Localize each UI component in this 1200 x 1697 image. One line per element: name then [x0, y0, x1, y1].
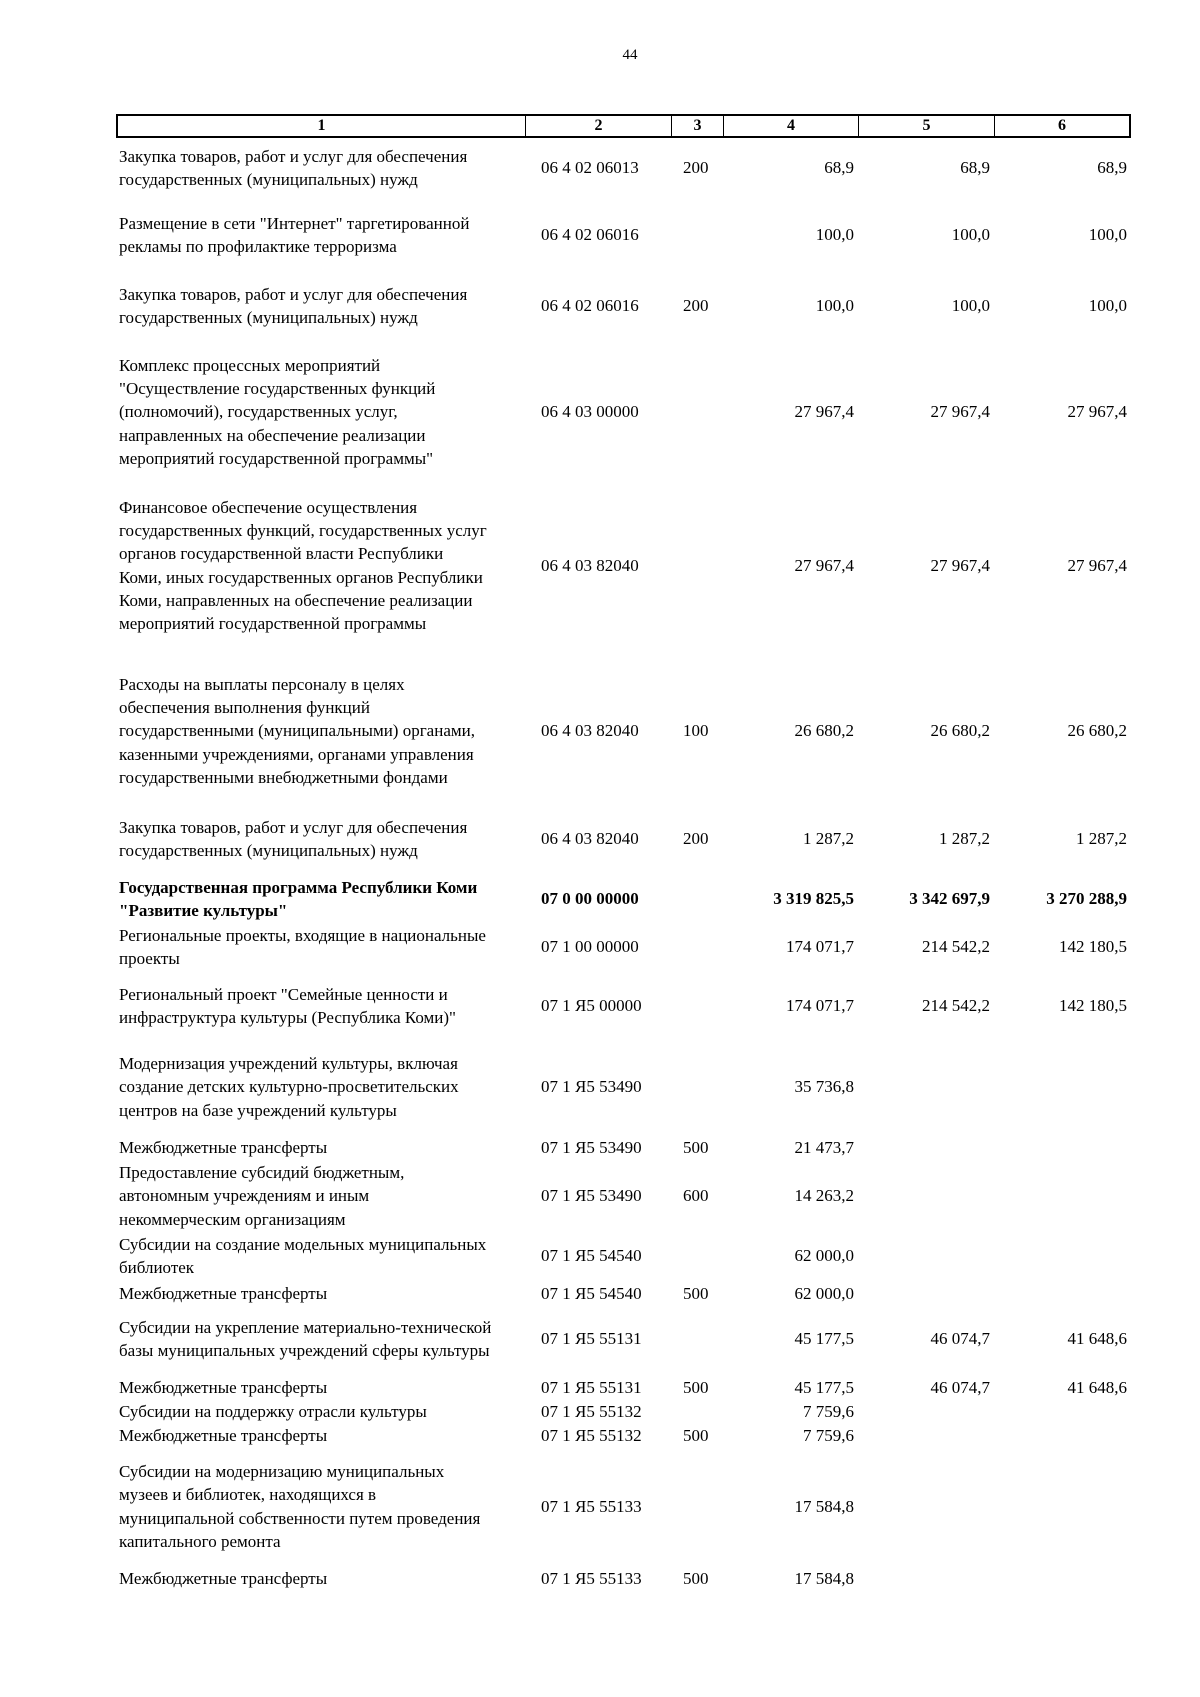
row-value-col6 [1000, 1460, 1127, 1553]
table-row [0, 354, 1200, 470]
row-value-col6: 1 287,2 [1076, 829, 1127, 849]
row-name: Региональные проекты, входящие в национальные проекты [119, 925, 486, 968]
row-code: 07 0 00 00000 [541, 889, 639, 909]
row-value-col6 [1000, 1052, 1127, 1122]
row-value-col4: 100,0 [815, 225, 854, 245]
row-value-col6: 41 648,6 [1067, 1329, 1127, 1349]
table-row [0, 876, 1200, 922]
row-value-col4: 62 000,0 [794, 1284, 854, 1304]
table-row [0, 1282, 1200, 1306]
table-row [0, 1052, 1200, 1122]
table-row [0, 816, 1200, 862]
row-code: 07 1 Я5 54540 [541, 1246, 642, 1266]
row-value-col5 [860, 1161, 990, 1231]
row-expense-type: 100 [683, 721, 709, 741]
row-code: 06 4 02 06016 [541, 225, 639, 245]
row-code: 07 1 Я5 55131 [541, 1329, 642, 1349]
row-name: Межбюджетные трансферты [119, 1569, 328, 1589]
row-name: Закупка товаров, работ и услуг для обеспечения государственных (муниципальных) нужд [119, 146, 468, 189]
row-name: Комплекс процессных мероприятий "Осуществление государственных функций (полномочий), государственных услуг, направленных на обеспечение реализации мероприятий государственной программы" [119, 356, 436, 468]
row-name: Предоставление субсидий бюджетным, автономным учреждениям и иным некоммерческим организациям [119, 1163, 405, 1229]
table-row [0, 1161, 1200, 1231]
row-expense-type [683, 1052, 723, 1122]
table-row [0, 1460, 1200, 1553]
column-header-6: 6 [1058, 117, 1066, 134]
row-name: Межбюджетные трансферты [119, 1426, 328, 1446]
row-code: 07 1 00 00000 [541, 937, 639, 957]
row-value-col4: 174 071,7 [786, 937, 854, 957]
row-name: Региональный проект "Семейные ценности и инфраструктура культуры (Республика Коми)" [119, 984, 456, 1027]
row-code: 07 1 Я5 53490 [541, 1138, 642, 1158]
row-value-col6: 41 648,6 [1067, 1378, 1127, 1398]
row-value-col6 [1000, 1161, 1127, 1231]
row-name: Межбюджетные трансферты [119, 1138, 328, 1158]
table-row [0, 924, 1200, 970]
row-code: 07 1 Я5 00000 [541, 996, 642, 1016]
row-code: 07 1 Я5 54540 [541, 1284, 642, 1304]
row-name: Субсидии на укрепление материально-технической базы муниципальных учреждений сферы культуры [119, 1317, 492, 1360]
row-name: Межбюджетные трансферты [119, 1378, 328, 1398]
row-value-col4: 7 759,6 [803, 1426, 854, 1446]
row-value-col6: 3 270 288,9 [1046, 889, 1127, 909]
row-name: Финансовое обеспечение осуществления государственных функций, государственных услуг органов государственной власти Республики Коми, иных государственных органов Республики Коми, направленных на обеспечение реализации мероприятий государственной программы [119, 497, 487, 633]
row-value-col6 [1000, 1136, 1127, 1160]
row-name: Межбюджетные трансферты [119, 1284, 328, 1304]
table-row [0, 1400, 1200, 1424]
row-value-col4: 17 584,8 [794, 1569, 854, 1589]
row-expense-type: 200 [683, 158, 709, 178]
row-expense-type: 500 [683, 1378, 709, 1398]
row-value-col5: 100,0 [951, 225, 990, 245]
table-row [0, 283, 1200, 329]
row-value-col5: 27 967,4 [930, 402, 990, 422]
row-name: Расходы на выплаты персоналу в целях обеспечения выполнения функций государственными (муниципальными) органами, казенными учреждениями, органами управления государственными внебюджетными фондами [119, 675, 475, 787]
column-header-5: 5 [859, 116, 995, 136]
row-value-col5 [860, 1400, 990, 1424]
row-value-col6: 142 180,5 [1059, 996, 1127, 1016]
row-expense-type: 600 [683, 1186, 709, 1206]
row-code: 07 1 Я5 53490 [541, 1186, 642, 1206]
row-value-col4: 100,0 [815, 296, 854, 316]
row-value-col6: 27 967,4 [1067, 402, 1127, 422]
row-code: 06 4 03 82040 [541, 555, 639, 575]
row-value-col4: 35 736,8 [794, 1077, 854, 1097]
column-header-4: 4 [724, 116, 859, 136]
row-value-col6: 26 680,2 [1067, 721, 1127, 741]
row-expense-type [683, 212, 723, 258]
row-name: Размещение в сети "Интернет" таргетированной рекламы по профилактике терроризма [119, 213, 470, 256]
row-value-col6 [1000, 1282, 1127, 1306]
row-code: 06 4 02 06016 [541, 296, 639, 316]
table-row [0, 496, 1200, 635]
row-expense-type: 200 [683, 296, 709, 316]
row-value-col6 [1000, 1567, 1127, 1591]
row-value-col4: 27 967,4 [794, 555, 854, 575]
row-code: 07 1 Я5 55133 [541, 1569, 642, 1589]
row-value-col5: 3 342 697,9 [909, 889, 990, 909]
row-name: Модернизация учреждений культуры, включая создание детских культурно-просветительских центров на базе учреждений культуры [119, 1054, 459, 1120]
row-value-col4: 17 584,8 [794, 1496, 854, 1516]
row-expense-type [683, 876, 723, 922]
row-expense-type [683, 496, 723, 635]
row-name: Субсидии на поддержку отрасли культуры [119, 1402, 427, 1422]
row-value-col5 [860, 1460, 990, 1553]
table-row [0, 673, 1200, 789]
row-value-col6: 142 180,5 [1059, 937, 1127, 957]
table-row [0, 1136, 1200, 1160]
row-value-col5: 27 967,4 [930, 555, 990, 575]
row-expense-type [683, 1400, 723, 1424]
row-code: 07 1 Я5 55132 [541, 1426, 642, 1446]
row-value-col4: 1 287,2 [803, 829, 854, 849]
row-expense-type [683, 354, 723, 470]
table-row [0, 1376, 1200, 1400]
row-value-col5: 68,9 [960, 158, 990, 178]
row-code: 07 1 Я5 53490 [541, 1077, 642, 1097]
row-value-col6: 27 967,4 [1067, 555, 1127, 575]
row-value-col5: 1 287,2 [939, 829, 990, 849]
row-code: 06 4 03 82040 [541, 829, 639, 849]
row-expense-type [683, 924, 723, 970]
table-row [0, 1567, 1200, 1591]
row-value-col4: 45 177,5 [794, 1329, 854, 1349]
row-value-col5: 214 542,2 [922, 937, 990, 957]
page-number: 44 [622, 47, 638, 63]
row-code: 06 4 03 82040 [541, 721, 639, 741]
row-expense-type [683, 1316, 723, 1362]
table-row [0, 145, 1200, 191]
row-value-col6: 100,0 [1088, 225, 1127, 245]
row-value-col5: 214 542,2 [922, 996, 990, 1016]
row-code: 06 4 03 00000 [541, 402, 639, 422]
row-value-col4: 174 071,7 [786, 996, 854, 1016]
row-expense-type: 500 [683, 1426, 709, 1446]
row-value-col4: 21 473,7 [794, 1138, 854, 1158]
row-code: 06 4 02 06013 [541, 158, 639, 178]
row-code: 07 1 Я5 55132 [541, 1402, 642, 1422]
row-value-col6 [1000, 1233, 1127, 1279]
row-expense-type: 200 [683, 829, 709, 849]
row-value-col4: 68,9 [824, 158, 854, 178]
row-value-col6 [1000, 1400, 1127, 1424]
row-value-col5: 26 680,2 [930, 721, 990, 741]
column-header-1: 1 [118, 116, 526, 136]
row-value-col5: 46 074,7 [930, 1378, 990, 1398]
row-value-col5 [860, 1233, 990, 1279]
row-name: Субсидии на модернизацию муниципальных музеев и библиотек, находящихся в муниципальной собственности путем проведения капитального ремонта [119, 1462, 481, 1551]
row-value-col6: 100,0 [1088, 296, 1127, 316]
row-value-col4: 26 680,2 [794, 721, 854, 741]
row-expense-type [683, 1460, 723, 1553]
row-value-col5 [860, 1567, 990, 1591]
row-code: 07 1 Я5 55133 [541, 1496, 642, 1516]
row-expense-type [683, 1233, 723, 1279]
row-value-col5: 100,0 [951, 296, 990, 316]
row-value-col6 [1000, 1424, 1127, 1448]
row-value-col4: 27 967,4 [794, 402, 854, 422]
row-value-col5 [860, 1424, 990, 1448]
table-row [0, 1233, 1200, 1279]
row-name: Субсидии на создание модельных муниципальных библиотек [119, 1234, 487, 1277]
row-value-col4: 45 177,5 [794, 1378, 854, 1398]
row-expense-type [683, 983, 723, 1029]
table-row [0, 1316, 1200, 1362]
row-value-col4: 7 759,6 [803, 1402, 854, 1422]
column-header-2: 2 [526, 116, 672, 136]
row-code: 07 1 Я5 55131 [541, 1378, 642, 1398]
row-value-col5: 46 074,7 [930, 1329, 990, 1349]
table-row [0, 1424, 1200, 1448]
row-value-col4: 62 000,0 [794, 1246, 854, 1266]
column-header-3: 3 [672, 116, 724, 136]
row-value-col4: 14 263,2 [794, 1186, 854, 1206]
row-value-col5 [860, 1282, 990, 1306]
row-value-col5 [860, 1136, 990, 1160]
row-value-col5 [860, 1052, 990, 1122]
row-expense-type: 500 [683, 1569, 709, 1589]
row-name: Закупка товаров, работ и услуг для обеспечения государственных (муниципальных) нужд [119, 284, 468, 327]
row-value-col6: 68,9 [1097, 158, 1127, 178]
row-expense-type: 500 [683, 1284, 709, 1304]
row-name: Государственная программа Республики Коми "Развитие культуры" [119, 877, 478, 920]
row-value-col4: 3 319 825,5 [773, 889, 854, 909]
row-expense-type: 500 [683, 1138, 709, 1158]
table-row [0, 983, 1200, 1029]
table-row [0, 212, 1200, 258]
row-name: Закупка товаров, работ и услуг для обеспечения государственных (муниципальных) нужд [119, 817, 468, 860]
